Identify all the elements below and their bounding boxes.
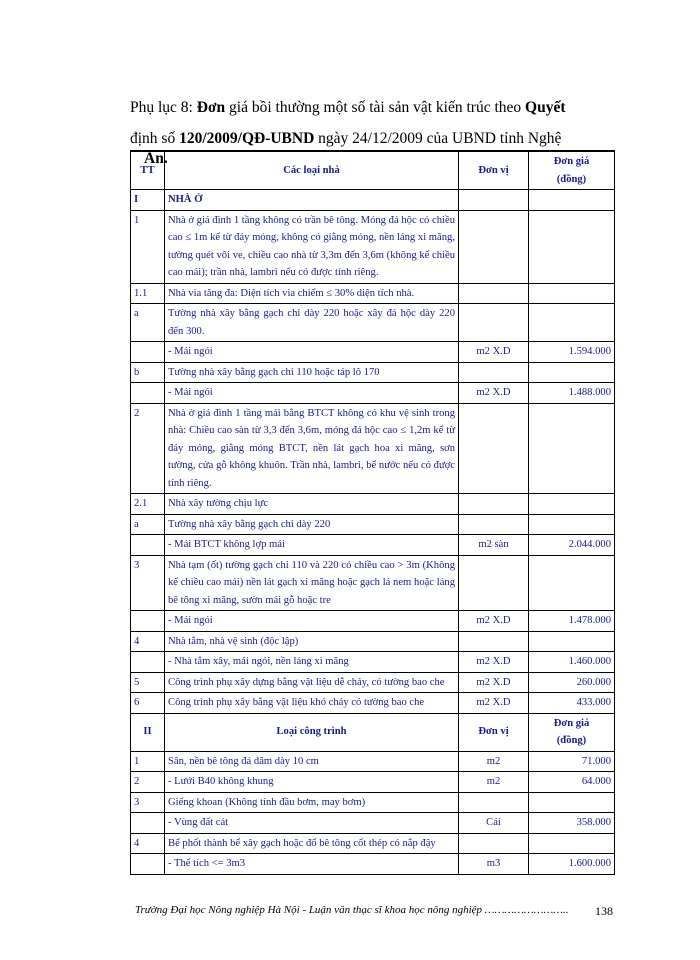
cell-description: Loại công trình [165,713,459,751]
table-row [131,494,615,515]
table-row [131,813,615,834]
cell-description: Nhà via tăng đa: Diện tích via chiếm ≤ 30% diện tích nhà. [165,283,459,304]
title-run: Phụ lục 8: [130,99,197,116]
cell-tt: b [131,362,165,383]
cell-unit [459,190,529,211]
cell-tt: I [131,190,165,211]
title-run: định số [130,130,180,147]
cell-unit: m2 X.D [459,383,529,404]
title-run: ngày 24/12/2009 của UBND tỉnh Nghệ [314,130,562,147]
cell-description: - Mái ngói [165,383,459,404]
title-line-1 [130,92,600,123]
cell-tt [131,535,165,556]
header-row [131,713,615,751]
header-row [131,151,615,190]
cell-price: 71.000 [529,751,615,772]
cell-tt: 3 [131,555,165,611]
table-row [131,535,615,556]
cell-tt: 5 [131,672,165,693]
cell-unit [459,210,529,283]
cell-description: Nhà ở giá đình 1 tầng mái bằng BTCT không có khu vệ sinh trong nhà: Chiều cao sàn từ 3,3 đến 3,6m, móng đá hộc cao ≤ 1,2m kể từ đáy móng, giằng móng BTCT, nền lát gạch hoa xi măng, sơn tường, cửa gỗ không khuôn. Trần nhà, lambri, bể nước nếu có được tính riêng. [165,403,459,494]
cell-description: - Mái ngói [165,611,459,632]
cell-unit [459,494,529,515]
cell-unit [459,631,529,652]
section-row [131,190,615,211]
title-run: Quyết [525,99,566,116]
title-run: giá bồi thường một số tài sản vật kiến trúc theo [225,99,526,116]
cell-price: 1.594.000 [529,342,615,363]
cell-unit [459,792,529,813]
cell-price [529,210,615,283]
cell-description: Bể phốt thành bể xây gạch hoặc đổ bê tông cốt thép có nắp đậy [165,833,459,854]
table-row [131,383,615,404]
cell-tt [131,342,165,363]
table-row [131,514,615,535]
cell-tt: 1 [131,751,165,772]
table-row [131,751,615,772]
title-run: Đơn [196,99,226,116]
cell-price: 64.000 [529,772,615,793]
cell-unit: Đơn vị [459,713,529,751]
cell-unit [459,304,529,342]
cell-description: Công trình phụ xây dựng bằng vật liệu dễ cháy, có tường bao che [165,672,459,693]
cell-tt [131,383,165,404]
compensation-price-table [130,150,615,875]
title-tail: An. [144,150,168,167]
footer-text: Trường Đại học Nông nghiệp Hà Nội - Luận văn thạc sĩ khoa học nông nghiệp …………………….. [135,904,569,916]
cell-tt: a [131,514,165,535]
cell-tt: TT [131,151,165,190]
cell-description: - Lưới B40 không khung [165,772,459,793]
cell-tt: 2 [131,403,165,494]
table-row [131,362,615,383]
cell-tt: 6 [131,693,165,714]
table-row [131,304,615,342]
cell-price [529,494,615,515]
cell-price: Đơn giá (đồng) [529,713,615,751]
cell-description: Tường nhà xây bằng gạch chỉ dày 220 [165,514,459,535]
cell-unit: m2 X.D [459,672,529,693]
table-row [131,283,615,304]
cell-tt: 2 [131,772,165,793]
table-row [131,403,615,494]
cell-unit: m2 sàn [459,535,529,556]
cell-price [529,833,615,854]
cell-price: 358.000 [529,813,615,834]
cell-price [529,190,615,211]
cell-price [529,514,615,535]
cell-tt: 4 [131,833,165,854]
cell-unit [459,403,529,494]
cell-unit: m2 X.D [459,342,529,363]
cell-price [529,631,615,652]
cell-price: 1.460.000 [529,652,615,673]
cell-tt: a [131,304,165,342]
cell-unit: m2 [459,751,529,772]
page-footer [135,904,615,916]
cell-unit [459,555,529,611]
cell-description: Công trình phụ xây bằng vật liệu khó cháy có tường bao che [165,693,459,714]
cell-description: Tường nhà xây bằng gạch chỉ 110 hoặc táp lô 170 [165,362,459,383]
cell-tt [131,813,165,834]
cell-description: Nhà tạm (ốt) tường gạch chỉ 110 và 220 có chiều cao > 3m (Không kể chiều cao mái) nền lát gạch xi măng hoặc gạch lá nem hoặc láng bê tông xi măng, sườn mái gỗ hoặc tre [165,555,459,611]
cell-price [529,283,615,304]
cell-price [529,555,615,611]
cell-description: - Nhà tắm xây, mái ngói, nền láng xi măng [165,652,459,673]
cell-unit [459,514,529,535]
cell-price [529,403,615,494]
table-row [131,210,615,283]
cell-price: 260.000 [529,672,615,693]
cell-price [529,792,615,813]
cell-description: - Mái BTCT không lợp mái [165,535,459,556]
cell-price: 433.000 [529,693,615,714]
cell-unit: Đơn vị [459,151,529,190]
cell-tt: 3 [131,792,165,813]
cell-tt: 1.1 [131,283,165,304]
table-row [131,693,615,714]
cell-description: Nhà ở giá đình 1 tầng không có trần bê tông. Móng đá hộc có chiều cao ≤ 1m kể từ đáy móng, không có giằng móng, nền láng xi măng, tường quét vôi ve, chiều cao nhà từ 3,3m đến 3,6m (không kể chiều cao mái); trần nhà, lambri nếu có được tính riêng. [165,210,459,283]
cell-description: Giếng khoan (Không tính đầu bơm, may bơm) [165,792,459,813]
table-row [131,854,615,875]
cell-tt: 1 [131,210,165,283]
title-run: 120/2009/QĐ-UBND [179,130,315,147]
table-row [131,611,615,632]
cell-unit: m2 X.D [459,652,529,673]
cell-tt [131,611,165,632]
cell-price: 1.488.000 [529,383,615,404]
cell-description: - Vùng đất cát [165,813,459,834]
table-row [131,555,615,611]
cell-unit: m3 [459,854,529,875]
cell-unit: m2 X.D [459,611,529,632]
table-row [131,792,615,813]
cell-description: Sân, nền bê tông đá dăm dày 10 cm [165,751,459,772]
cell-tt: 4 [131,631,165,652]
cell-unit: Cái [459,813,529,834]
document-title [130,92,600,154]
cell-unit [459,283,529,304]
cell-unit [459,833,529,854]
cell-price [529,362,615,383]
cell-description: Nhà tắm, nhà vệ sinh (độc lập) [165,631,459,652]
cell-price [529,304,615,342]
cell-description: Nhà xây tường chịu lực [165,494,459,515]
cell-price: 1.478.000 [529,611,615,632]
cell-unit [459,362,529,383]
table-row [131,342,615,363]
table-row [131,833,615,854]
table-row [131,631,615,652]
table-row [131,772,615,793]
cell-tt [131,652,165,673]
cell-tt [131,854,165,875]
cell-price: 2.044.000 [529,535,615,556]
cell-tt: II [131,713,165,751]
cell-unit: m2 [459,772,529,793]
cell-unit: m2 X.D [459,693,529,714]
table-row [131,652,615,673]
table-row [131,672,615,693]
cell-tt: 2.1 [131,494,165,515]
cell-description: - Thể tích <= 3m3 [165,854,459,875]
cell-description: Tường nhà xây bằng gạch chỉ dày 220 hoặc xây đá hộc dày 220 đến 300. [165,304,459,342]
cell-description: Các loại nhà [165,151,459,190]
cell-description: - Mái ngói [165,342,459,363]
page-number: 138 [595,904,613,918]
cell-description: NHÀ Ở [165,190,459,211]
cell-price: 1.600.000 [529,854,615,875]
cell-price: Đơn giá (đồng) [529,151,615,190]
